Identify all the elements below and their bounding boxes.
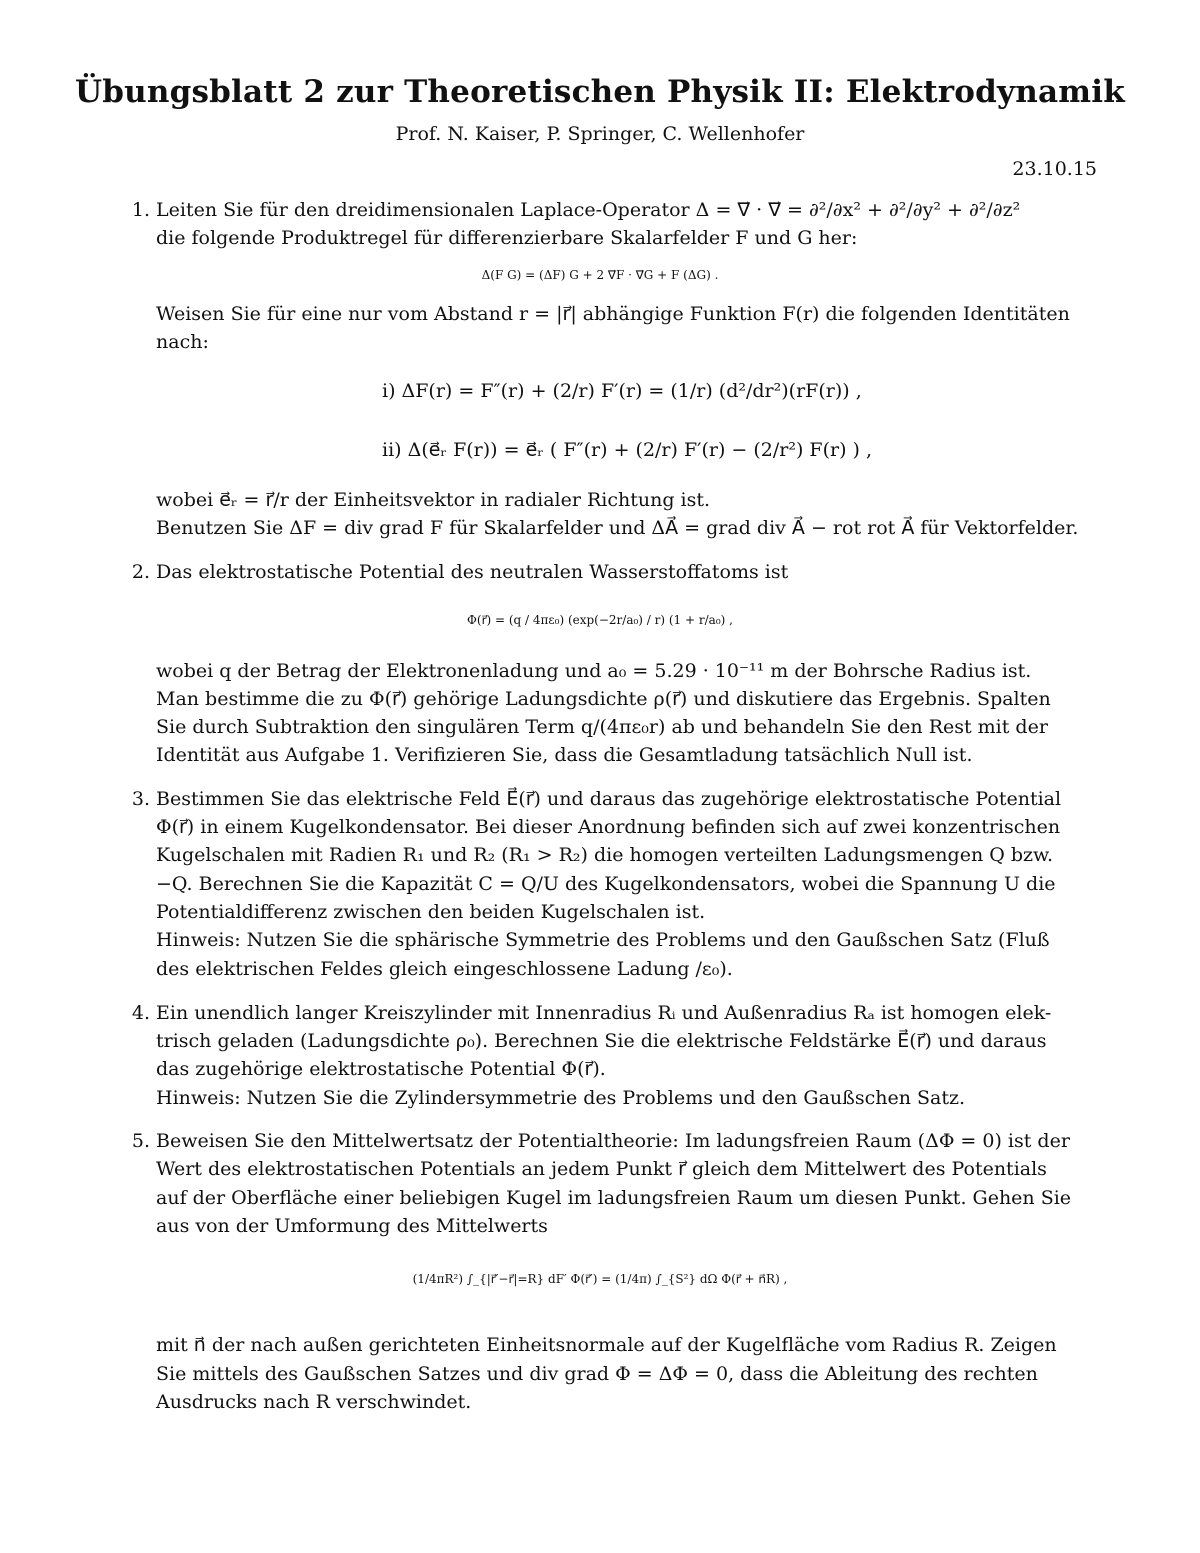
authors-line: Prof. N. Kaiser, P. Springer, C. Wellenhofer	[395, 123, 805, 145]
exercise-text-line: wobei e⃗ᵣ = r⃗/r der Einheitsvektor in radialer Richtung ist.	[156, 489, 711, 511]
exercise-text-line: mit n⃗ der nach außen gerichteten Einheitsnormale auf der Kugelfläche vom Radius R. Zeigen	[156, 1334, 1057, 1356]
exercise-text-line: Benutzen Sie ΔF = div grad F für Skalarfelder und ΔA⃗ = grad div A⃗ − rot rot A⃗ für Vektorfelder.	[156, 517, 1079, 539]
exercise-number: 3.	[131, 788, 150, 810]
exercise-text-line: Sie durch Subtraktion den singulären Term q/(4πε₀r) ab und behandeln Sie den Rest mit der	[156, 716, 1048, 738]
exercise-number: 2.	[131, 561, 150, 583]
formula-product-rule: Δ(F G) = (ΔF) G + 2 ∇⃗F · ∇⃗G + F (ΔG) .	[481, 268, 719, 282]
exercise-text-line: auf der Oberfläche einer beliebigen Kugel im ladungsfreien Raum um diesen Punkt. Gehen Sie	[156, 1187, 1072, 1209]
exercise-number: 5.	[131, 1130, 150, 1152]
exercise-text-line: Sie mittels des Gaußschen Satzes und div grad Φ = ΔΦ = 0, dass die Ableitung des rechten	[156, 1363, 1038, 1385]
exercise-text-line: Ausdrucks nach R verschwindet.	[156, 1391, 472, 1413]
exercise-number: 1.	[131, 199, 150, 221]
exercise-text-line: Bestimmen Sie das elektrische Feld E⃗(r⃗) und daraus das zugehörige elektrostatische Potential	[156, 788, 1062, 810]
formula-mean-value: (1/4πR²) ∫_{|r⃗′−r⃗|=R} dF′ Φ(r⃗′) = (1/4π) ∫_{S²} dΩ Φ(r⃗ + n⃗R) ,	[412, 1272, 788, 1286]
exercise-text-line: aus von der Umformung des Mittelwerts	[156, 1215, 548, 1237]
exercise-text-line: Leiten Sie für den dreidimensionalen Laplace-Operator Δ = ∇⃗ · ∇⃗ = ∂²/∂x² + ∂²/∂y² + ∂²/∂z²	[156, 199, 1021, 221]
exercise-text-line: das zugehörige elektrostatische Potential Φ(r⃗).	[156, 1058, 606, 1080]
exercise-text-line: Kugelschalen mit Radien R₁ und R₂ (R₁ > R₂) die homogen verteilten Ladungsmengen Q bzw.	[156, 844, 1054, 866]
exercise-number: 4.	[131, 1002, 150, 1024]
exercise-hint-line: Hinweis: Nutzen Sie die Zylindersymmetrie des Problems und den Gaußschen Satz.	[156, 1087, 966, 1109]
exercise-text-line: wobei q der Betrag der Elektronenladung und a₀ = 5.29 · 10⁻¹¹ m der Bohrsche Radius ist.	[156, 660, 1032, 682]
exercise-hint-line: des elektrischen Feldes gleich eingeschlossene Ladung /ε₀).	[156, 958, 733, 980]
exercise-text-line: −Q. Berechnen Sie die Kapazität C = Q/U des Kugelkondensators, wobei die Spannung U die	[156, 873, 1056, 895]
exercise-text-line: die folgende Produktregel für differenzierbare Skalarfelder F und G her:	[156, 227, 858, 249]
exercise-text-line: Man bestimme die zu Φ(r⃗) gehörige Ladungsdichte ρ(r⃗) und diskutiere das Ergebnis. Spalten	[156, 688, 1051, 710]
exercise-text-line: Beweisen Sie den Mittelwertsatz der Potentialtheorie: Im ladungsfreien Raum (ΔΦ = 0) ist der	[156, 1130, 1070, 1152]
exercise-text-line: nach:	[156, 331, 209, 353]
formula-hydrogen-potential: Φ(r⃗) = (q / 4πε₀) (exp(−2r/a₀) / r) (1 + r/a₀) ,	[467, 613, 733, 627]
page-title: Übungsblatt 2 zur Theoretischen Physik II: Elektrodynamik	[75, 74, 1125, 110]
exercise-text-line: Ein unendlich langer Kreiszylinder mit Innenradius Rᵢ und Außenradius Rₐ ist homogen elek-	[156, 1002, 1052, 1024]
formula-identity-ii: ii) Δ(e⃗ᵣ F(r)) = e⃗ᵣ ( F″(r) + (2/r) F′(r) − (2/r²) F(r) ) ,	[382, 439, 873, 461]
exercise-text-line: Wert des elektrostatischen Potentials an jedem Punkt r⃗ gleich dem Mittelwert des Potentials	[156, 1158, 1047, 1180]
exercise-hint-line: Hinweis: Nutzen Sie die sphärische Symmetrie des Problems und den Gaußschen Satz (Fluß	[156, 929, 1050, 951]
exercise-text-line: Potentialdifferenz zwischen den beiden Kugelschalen ist.	[156, 901, 706, 923]
date-label: 23.10.15	[1012, 158, 1097, 180]
exercise-text-line: Weisen Sie für eine nur vom Abstand r = |r⃗| abhängige Funktion F(r) die folgenden Identitäten	[156, 303, 1070, 325]
exercise-text-line: Das elektrostatische Potential des neutralen Wasserstoffatoms ist	[156, 561, 789, 583]
formula-identity-i: i) ΔF(r) = F″(r) + (2/r) F′(r) = (1/r) (d²/dr²)(rF(r)) ,	[382, 380, 862, 402]
exercise-text-line: Φ(r⃗) in einem Kugelkondensator. Bei dieser Anordnung befinden sich auf zwei konzentrischen	[156, 816, 1061, 838]
exercise-text-line: Identität aus Aufgabe 1. Verifizieren Sie, dass die Gesamtladung tatsächlich Null ist.	[156, 744, 973, 766]
exercise-text-line: trisch geladen (Ladungsdichte ρ₀). Berechnen Sie die elektrische Feldstärke E⃗(r⃗) und daraus	[156, 1030, 1047, 1052]
